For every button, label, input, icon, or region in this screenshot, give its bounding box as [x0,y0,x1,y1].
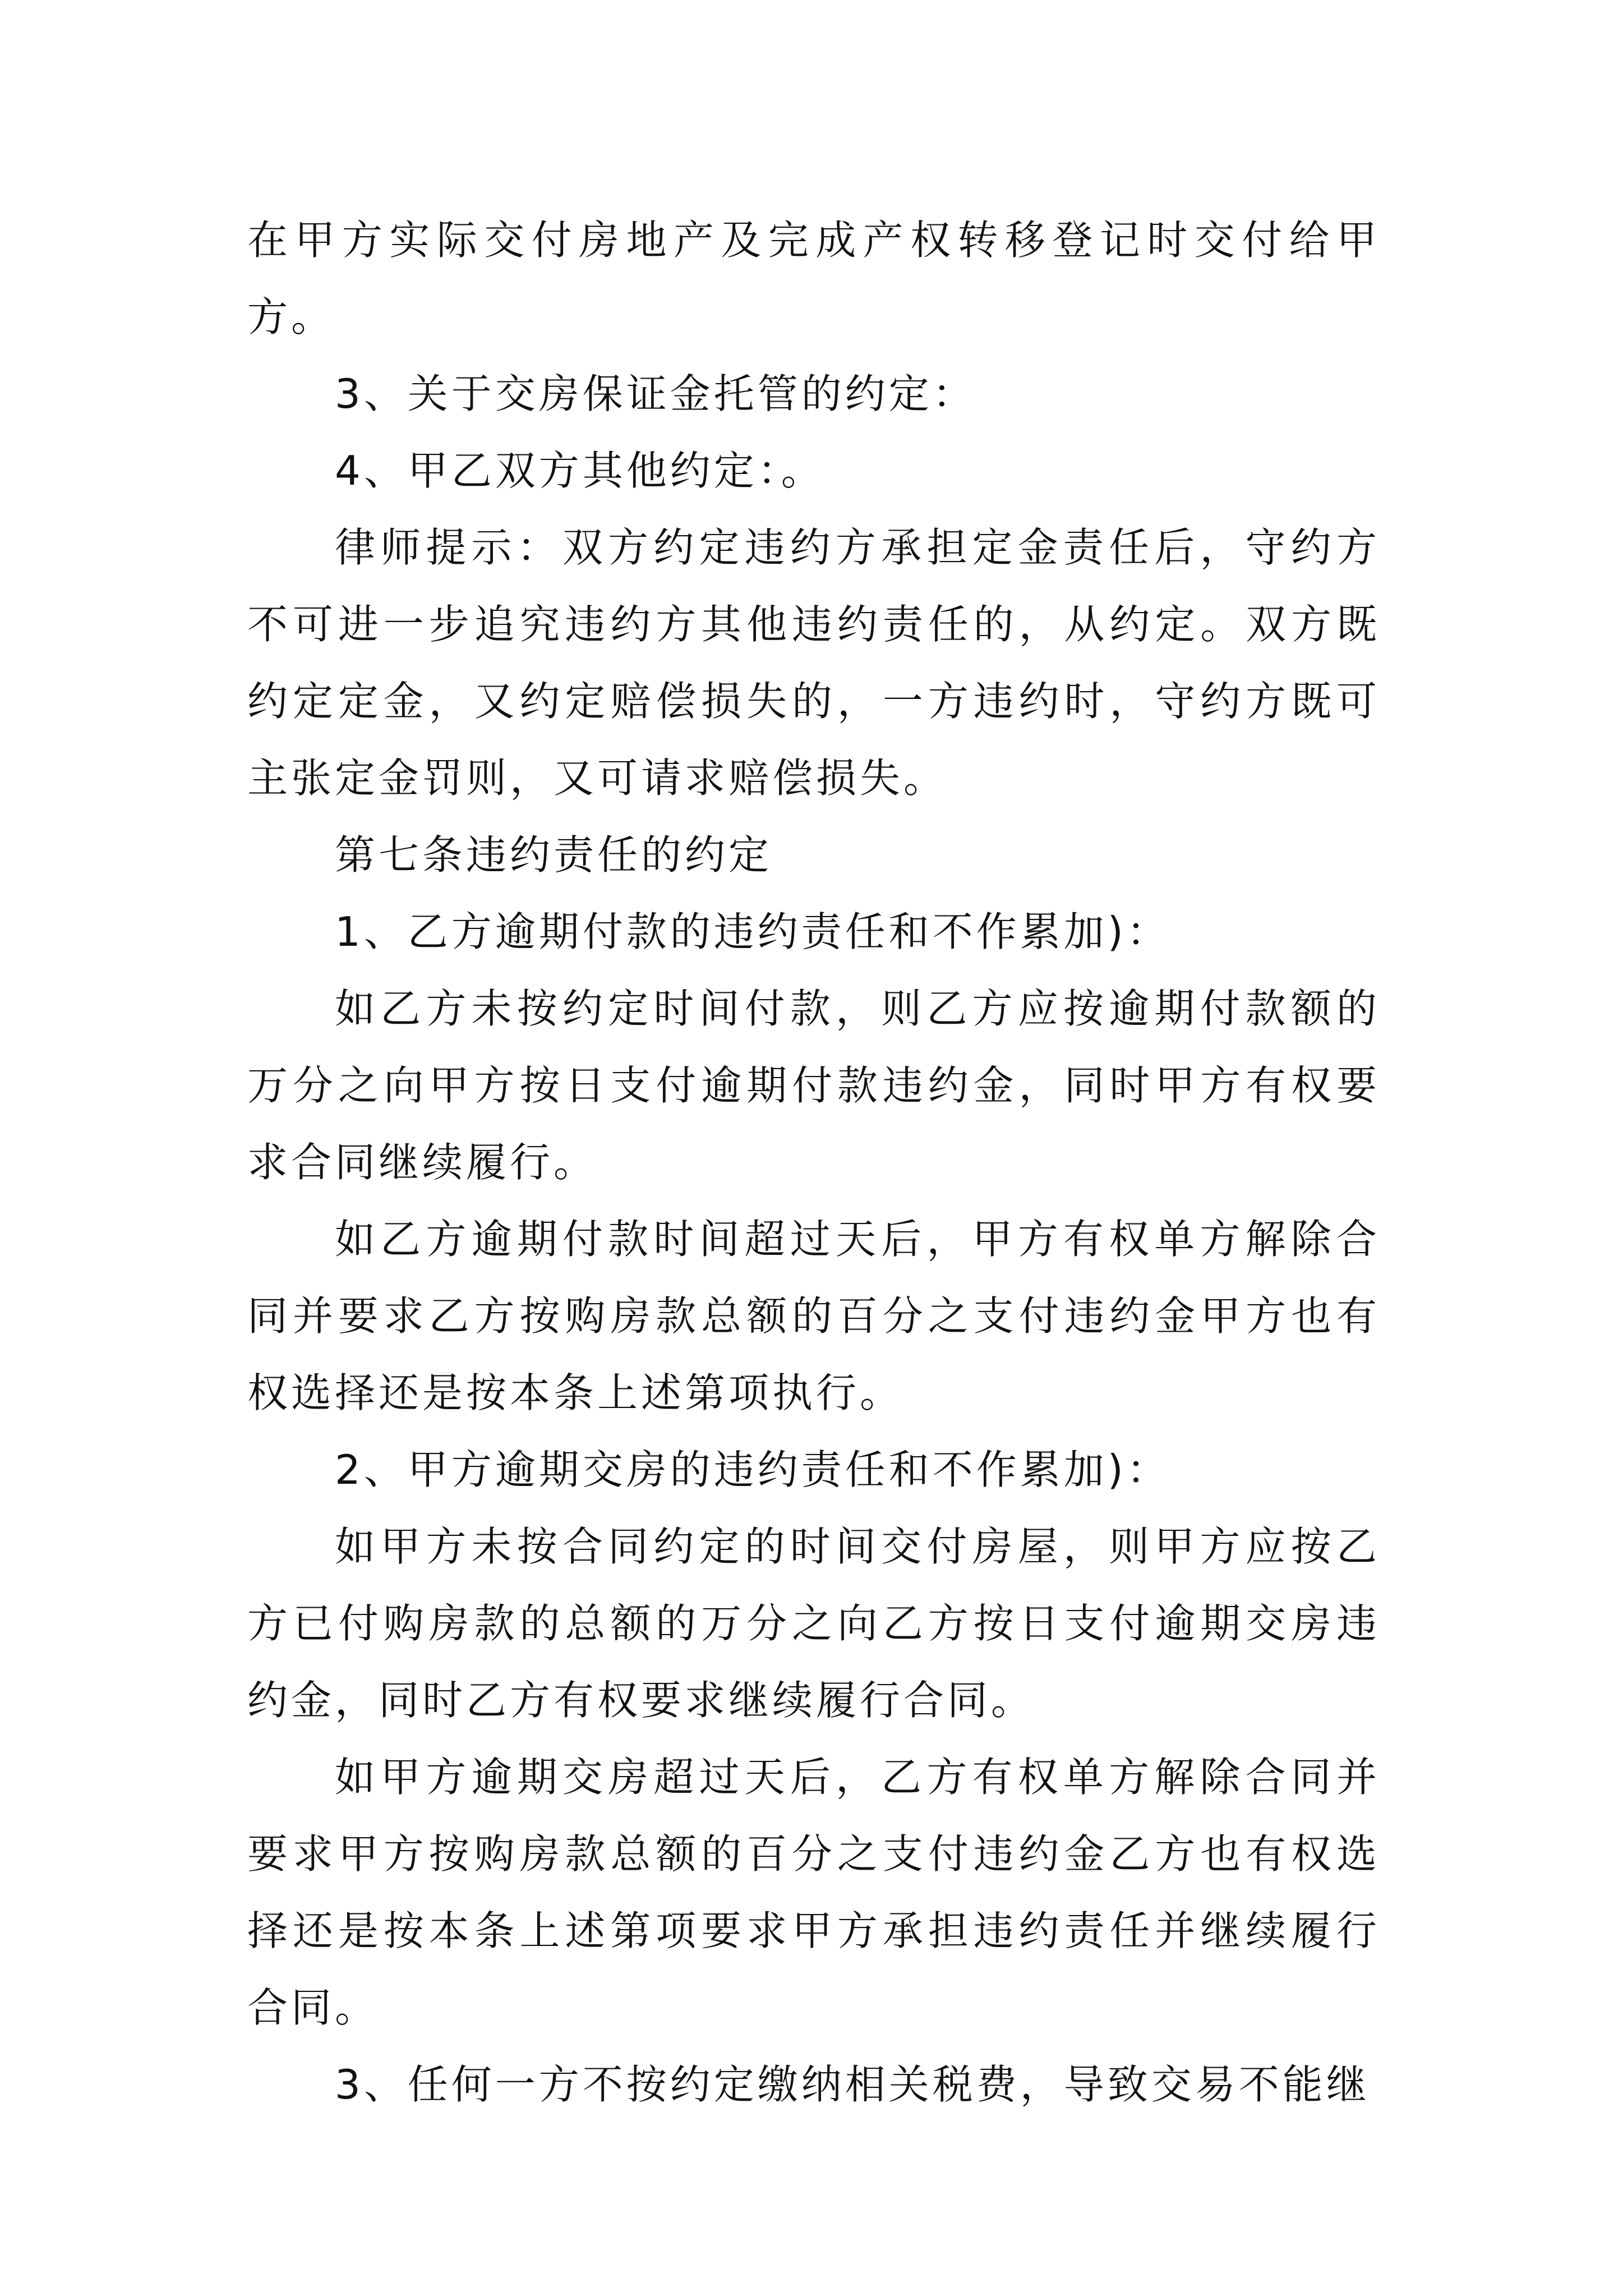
paragraph-deposit-escrow: 3、关于交房保证金托管的约定： [335,370,976,417]
clause-2-paragraph-1: 如甲方未按合同约定的时间交付房屋，则甲方应按乙方已付购房款的总额的万分之向乙方按日支付逾期交房违约金，同时乙方有权要求继续履行合同。 [247,1523,1380,1724]
article-7-heading: 第七条违约责任的约定 [335,831,773,878]
clause-1-paragraph-2: 如乙方逾期付款时间超过天后，甲方有权单方解除合同并要求乙方按购房款总额的百分之支付违约金甲方也有权选择还是按本条上述第项执行。 [247,1216,1380,1416]
clause-2-paragraph-2: 如甲方逾期交房超过天后，乙方有权单方解除合同并要求甲方按购房款总额的百分之支付违约金乙方也有权选择还是按本条上述第项要求甲方承担违约责任并继续履行合同。 [247,1754,1380,2031]
clause-1-paragraph-1: 如乙方未按约定时间付款，则乙方应按逾期付款额的万分之向甲方按日支付逾期付款违约金，同时甲方有权要求合同继续履行。 [247,985,1380,1186]
clause-1-heading: 1、乙方逾期付款的违约责任和不作累加)： [335,908,1170,955]
clause-3-paragraph: 3、任何一方不按约定缴纳相关税费，导致交易不能继 [335,2061,1370,2108]
clause-2-heading: 2、甲方逾期交房的违约责任和不作累加)： [335,1446,1170,1493]
paragraph-other-agreements: 4、甲乙双方其他约定：。 [335,447,825,494]
paragraph-continuation: 在甲方实际交付房地产及完成产权转移登记时交付给甲方。 [247,217,1380,341]
document-body [247,202,1380,2123]
paragraph-lawyer-tip: 律师提示：双方约定违约方承担定金责任后，守约方不可进一步追究违约方其他违约责任的，从约定。双方既约定定金，又约定赔偿损失的，一方违约时，守约方既可主张定金罚则，又可请求赔偿损失。 [247,524,1380,802]
